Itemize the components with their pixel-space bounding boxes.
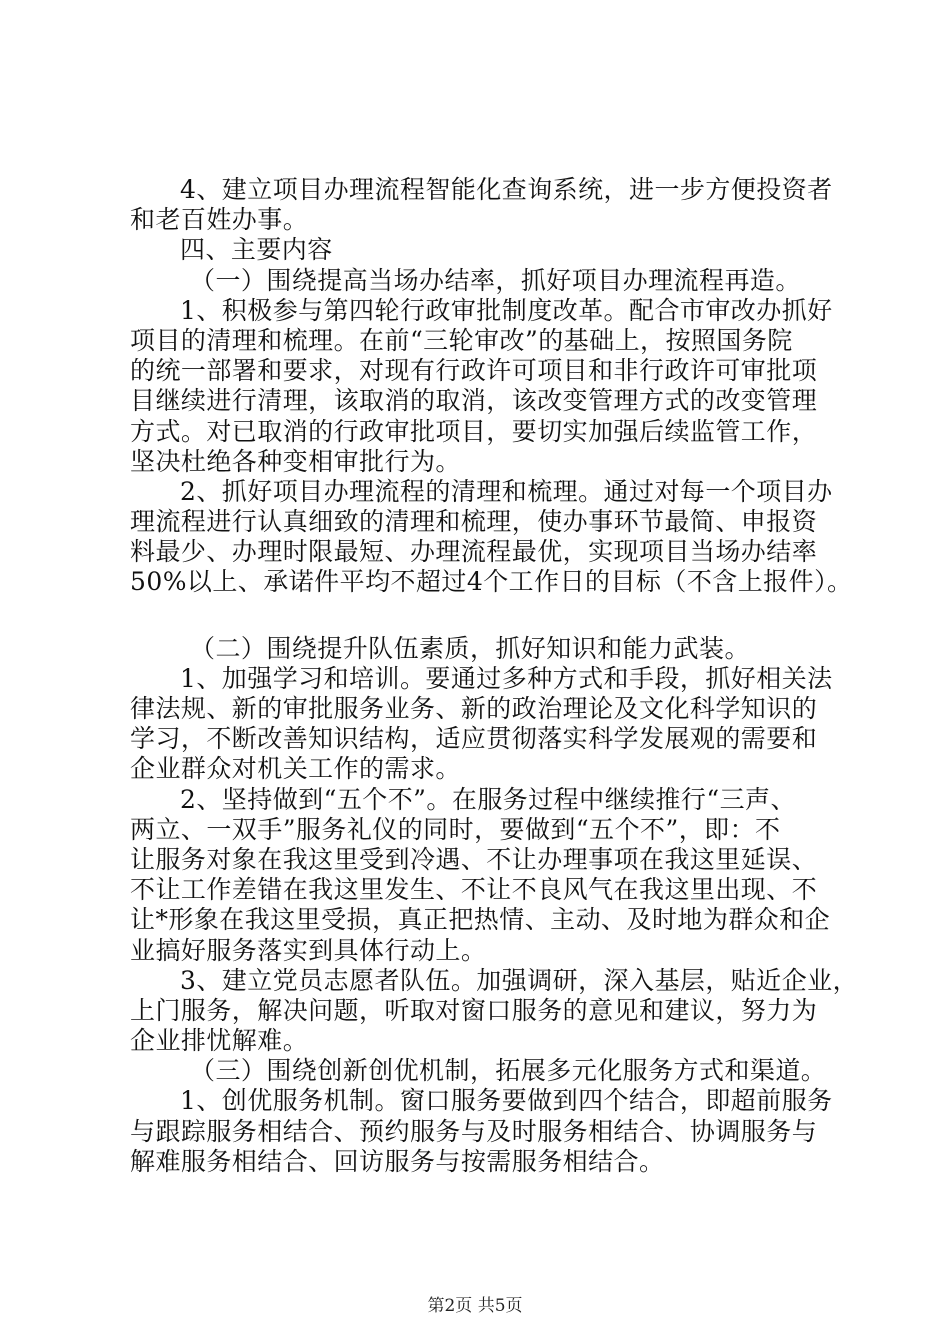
page-footer: 第2页 共5页	[427, 1296, 523, 1316]
text-line: 2、坚持做到“五个不”。在服务过程中继续推行“三声、	[180, 784, 796, 814]
text-line: 的统一部署和要求，对现有行政许可项目和非行政许可审批项	[130, 356, 818, 386]
text-line: 让*形象在我这里受损，真正把热情、主动、及时地为群众和企	[130, 905, 831, 935]
text-line: 4、建立项目办理流程智能化查询系统，进一步方便投资者	[180, 175, 833, 204]
document-body	[130, 175, 859, 1177]
text-block-b	[130, 633, 859, 1177]
text-line: 企业群众对机关工作的需求。	[130, 754, 461, 784]
text-line: 1、加强学习和培训。要通过多种方式和手段，抓好相关法	[180, 663, 833, 693]
text-line: 学习，不断改善知识结构，适应贯彻落实科学发展观的需要和	[130, 724, 818, 754]
text-line: 方式。对已取消的行政审批项目，要切实加强后续监管工作，	[130, 416, 818, 446]
text-line: 2、抓好项目办理流程的清理和梳理。通过对每一个项目办	[180, 476, 833, 506]
text-line: 料最少、办理时限最短、办理流程最优，实现项目当场办结率	[130, 537, 818, 567]
text-line: 两立、一双手”服务礼仪的同时，要做到“五个不”，即：不	[130, 814, 781, 844]
text-line: 1、积极参与第四轮行政审批制度改革。配合市审改办抓好	[180, 295, 833, 325]
text-line: 让服务对象在我这里受到冷遇、不让办理事项在我这里延误、	[130, 844, 818, 874]
text-line: 3、建立党员志愿者队伍。加强调研，深入基层，贴近企业，	[180, 965, 859, 995]
text-line: 项目的清理和梳理。在前“三轮审改”的基础上，按照国务院	[130, 325, 793, 355]
text-block-a	[130, 175, 853, 598]
text-line: 与跟踪服务相结合、预约服务与及时服务相结合、协调服务与	[130, 1116, 818, 1146]
text-line: 企业排忧解难。	[130, 1026, 309, 1056]
text-line: 律法规、新的审批服务业务、新的政治理论及文化科学知识的	[130, 694, 818, 723]
text-line: 50%以上、承诺件平均不超过4个工作日的目标（不含上报件）。	[130, 567, 853, 597]
text-line: 上门服务，解决问题，听取对窗口服务的意见和建议，努力为	[130, 995, 818, 1025]
text-line: 目继续进行清理，该取消的取消，该改变管理方式的改变管理	[130, 386, 818, 416]
text-line: 不让工作差错在我这里发生、不让不良风气在我这里出现、不	[130, 875, 818, 905]
paragraph-gap	[130, 598, 830, 634]
text-line: 四、主要内容	[180, 235, 333, 265]
text-line: （二）围绕提升队伍素质，抓好知识和能力武装。	[190, 633, 750, 663]
text-line: 1、创优服务机制。窗口服务要做到四个结合，即超前服务	[180, 1086, 833, 1116]
text-line: （一）围绕提高当场办结率，抓好项目办理流程再造。	[190, 265, 801, 295]
text-line: 解难服务相结合、回访服务与按需服务相结合。	[130, 1146, 665, 1176]
text-line: 业搞好服务落实到具体行动上。	[130, 935, 487, 965]
text-line: （三）围绕创新创优机制，拓展多元化服务方式和渠道。	[190, 1056, 827, 1086]
text-line: 和老百姓办事。	[130, 205, 309, 235]
text-line: 理流程进行认真细致的清理和梳理，使办事环节最简、申报资	[130, 507, 818, 537]
text-line: 坚决杜绝各种变相审批行为。	[130, 446, 461, 476]
